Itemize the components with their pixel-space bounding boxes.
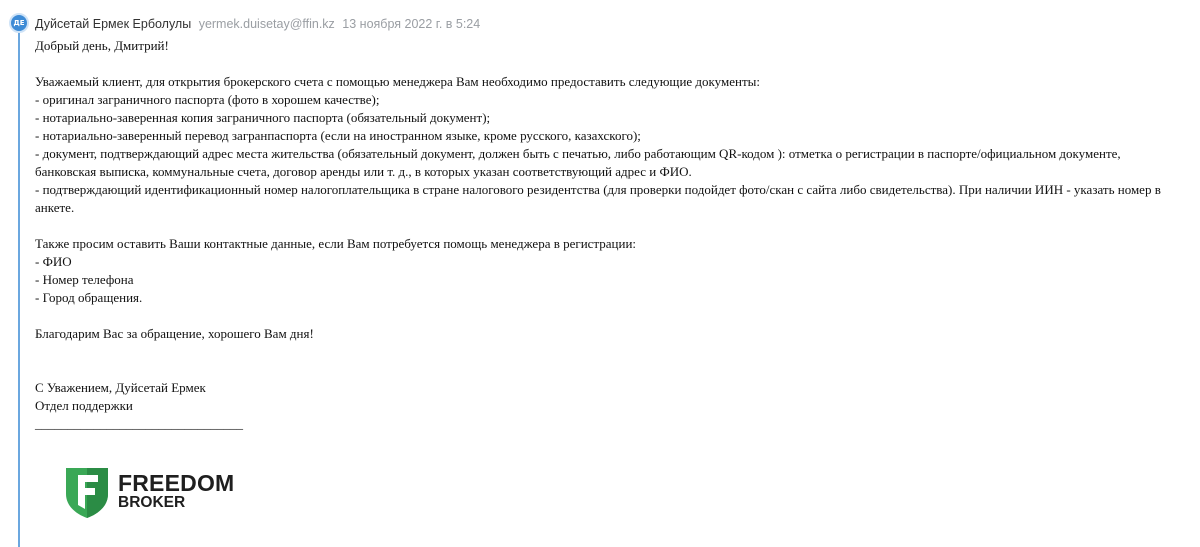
signature-rule: ________________________________ [35, 416, 243, 431]
blank-line [35, 217, 1195, 235]
blank-line [35, 55, 1195, 73]
freedom-shield-icon [66, 466, 108, 518]
document-item: - нотариально-заверенная копия заграничного паспорта (обязательный документ); [35, 110, 491, 125]
sender-avatar[interactable]: ДЕ [9, 13, 29, 33]
logo-word-freedom: FREEDOM [118, 470, 235, 496]
blank-line [35, 307, 1195, 325]
logo-word-broker: BROKER [118, 494, 186, 511]
signature-department: Отдел поддержки [35, 398, 133, 413]
thanks-line: Благодарим Вас за обращение, хорошего Вам дня! [35, 326, 314, 341]
blank-line [35, 343, 1195, 361]
document-item-continued: банковская выписка, коммунальные счета, договор аренды или т. д., в которых указан соответствующий адрес и ФИО. [35, 164, 692, 179]
document-item: - нотариально-заверенный перевод загранпаспорта (если на иностранном языке, кроме русского, казахского); [35, 128, 641, 143]
message-date: 13 ноября 2022 г. в 5:24 [342, 17, 481, 31]
document-item: - подтверждающий идентификационный номер налогоплательщика в стране налогового резидентства (для проверки подойдет фото/скан с сайта либо свидетельства). При наличии ИИН - указать номер в [35, 182, 1161, 197]
sender-name[interactable]: Дуйсетай Ермек Ерболулы [35, 17, 192, 31]
documents-intro: Уважаемый клиент, для открытия брокерского счета с помощью менеджера Вам необходимо предоставить следующие документы: [35, 74, 760, 89]
greeting: Добрый день, Дмитрий! [35, 38, 169, 53]
thread-line [18, 22, 20, 547]
sender-email[interactable]: yermek.duisetay@ffin.kz [198, 17, 335, 31]
document-item: - оригинал заграничного паспорта (фото в хорошем качестве); [35, 92, 380, 107]
contact-item: - Город обращения. [35, 290, 143, 305]
contact-item: - ФИО [35, 254, 72, 269]
message-body [35, 37, 1195, 433]
contact-item: - Номер телефона [35, 272, 134, 287]
freedom-broker-logo [66, 466, 236, 518]
signature-regards: С Уважением, Дуйсетай Ермек [35, 380, 206, 395]
message-header [35, 16, 480, 32]
document-item-continued: анкете. [35, 200, 75, 215]
document-item: - документ, подтверждающий адрес места жительства (обязательный документ, должен быть с печатью, либо работающим QR-кодом ): отметка о регистрации в паспорте/официальном документе, [35, 146, 1121, 161]
blank-line [35, 361, 1195, 379]
contacts-intro: Также просим оставить Ваши контактные данные, если Вам потребуется помощь менеджера в регистрации: [35, 236, 637, 251]
